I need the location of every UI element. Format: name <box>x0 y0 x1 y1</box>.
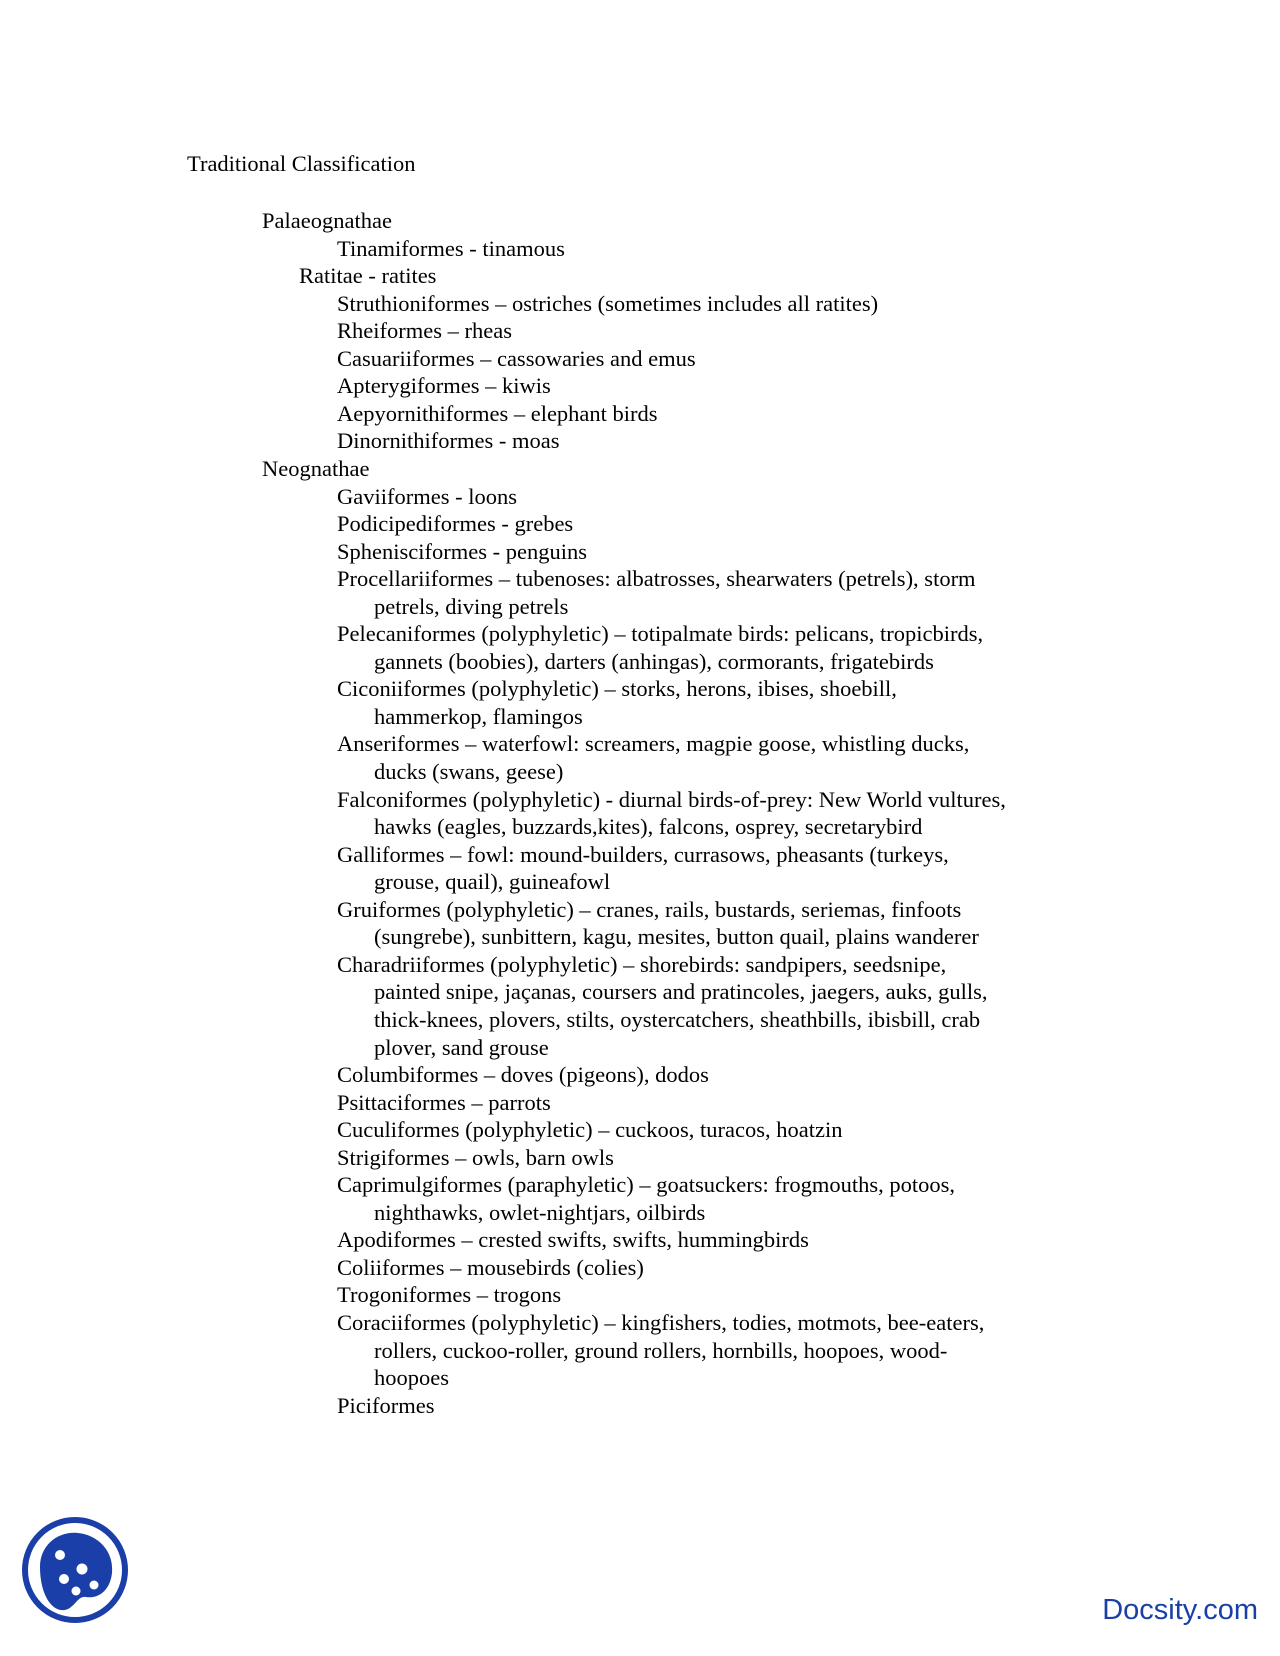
classification-line-continued: painted snipe, jaçanas, coursers and pratincoles, jaegers, auks, gulls, <box>374 979 988 1005</box>
classification-line-super: Neognathae <box>262 455 370 481</box>
classification-line-order: Sphenisciformes - penguins <box>337 538 587 564</box>
classification-line-order: Apterygiformes – kiwis <box>337 373 551 399</box>
classification-line-order: Rheiformes – rheas <box>337 318 512 344</box>
classification-line-order: Piciformes <box>337 1392 435 1418</box>
classification-line-order: Struthioniformes – ostriches (sometimes includes all ratites) <box>337 290 879 316</box>
classification-line-order: Podicipediformes - grebes <box>337 511 574 537</box>
classification-line-continued: grouse, quail), guineafowl <box>374 869 611 895</box>
classification-line-order: Strigiformes – owls, barn owls <box>337 1144 614 1170</box>
classification-line-order: Procellariiformes – tubenoses: albatrosses, shearwaters (petrels), storm <box>337 566 976 592</box>
classification-line-order: Pelecaniformes (polyphyletic) – totipalmate birds: pelicans, tropicbirds, <box>337 621 984 647</box>
classification-line-order: Charadriiformes (polyphyletic) – shorebirds: sandpipers, seedsnipe, <box>337 951 947 977</box>
document-title: Traditional Classification <box>187 151 416 176</box>
classification-line-continued: ducks (swans, geese) <box>374 759 564 784</box>
classification-line-order: Coraciiformes (polyphyletic) – kingfishers, todies, motmots, bee-eaters, <box>337 1310 985 1335</box>
classification-line-continued: petrels, diving petrels <box>374 593 569 619</box>
classification-line-order: Trogoniformes – trogons <box>337 1282 562 1308</box>
docsity-logo-icon[interactable] <box>20 1515 130 1625</box>
classification-line-sub: Ratitae - ratites <box>299 263 437 289</box>
classification-line-continued: thick-knees, plovers, stilts, oystercatchers, sheathbills, ibisbill, crab <box>374 1006 981 1032</box>
classification-line-continued: hawks (eagles, buzzards,kites), falcons, osprey, secretarybird <box>374 814 923 840</box>
classification-line-continued: (sungrebe), sunbittern, kagu, mesites, button quail, plains wanderer <box>374 924 979 950</box>
classification-line-order: Gruiformes (polyphyletic) – cranes, rails, bustards, seriemas, finfoots <box>337 896 962 922</box>
classification-line-order: Psittaciformes – parrots <box>337 1089 551 1115</box>
classification-line-order: Falconiformes (polyphyletic) - diurnal birds-of-prey: New World vultures, <box>337 786 1006 812</box>
classification-line-order: Dinornithiformes - moas <box>337 428 560 454</box>
classification-line-order: Aepyornithiformes – elephant birds <box>337 400 658 426</box>
classification-line-order: Galliformes – fowl: mound-builders, currasows, pheasants (turkeys, <box>337 841 949 867</box>
classification-line-super: Palaeognathae <box>262 208 392 233</box>
classification-line-order: Coliiformes – mousebirds (colies) <box>337 1254 644 1280</box>
classification-line-continued: hammerkop, flamingos <box>374 703 583 729</box>
classification-line-continued: nighthawks, owlet-nightjars, oilbirds <box>374 1199 706 1225</box>
classification-line-continued: rollers, cuckoo-roller, ground rollers, hornbills, hoopoes, wood- <box>374 1337 948 1363</box>
classification-line-order: Apodiformes – crested swifts, swifts, hummingbirds <box>337 1227 809 1253</box>
classification-line-order: Tinamiformes - tinamous <box>337 235 565 261</box>
classification-line-order: Columbiformes – doves (pigeons), dodos <box>337 1062 709 1088</box>
classification-line-continued: gannets (boobies), darters (anhingas), cormorants, frigatebirds <box>374 648 934 674</box>
classification-line-order: Caprimulgiformes (paraphyletic) – goatsuckers: frogmouths, potoos, <box>337 1172 955 1198</box>
classification-line-continued: plover, sand grouse <box>374 1034 549 1060</box>
classification-line-order: Anseriformes – waterfowl: screamers, magpie goose, whistling ducks, <box>337 731 970 757</box>
classification-line-order: Gaviiformes - loons <box>337 483 517 509</box>
classification-line-order: Ciconiiformes (polyphyletic) – storks, herons, ibises, shoebill, <box>337 676 897 702</box>
classification-line-continued: hoopoes <box>374 1365 449 1391</box>
classification-line-order: Cuculiformes (polyphyletic) – cuckoos, turacos, hoatzin <box>337 1117 843 1143</box>
docsity-brand-link[interactable]: Docsity.com <box>1102 1594 1258 1626</box>
classification-line-order: Casuariiformes – cassowaries and emus <box>337 345 696 371</box>
